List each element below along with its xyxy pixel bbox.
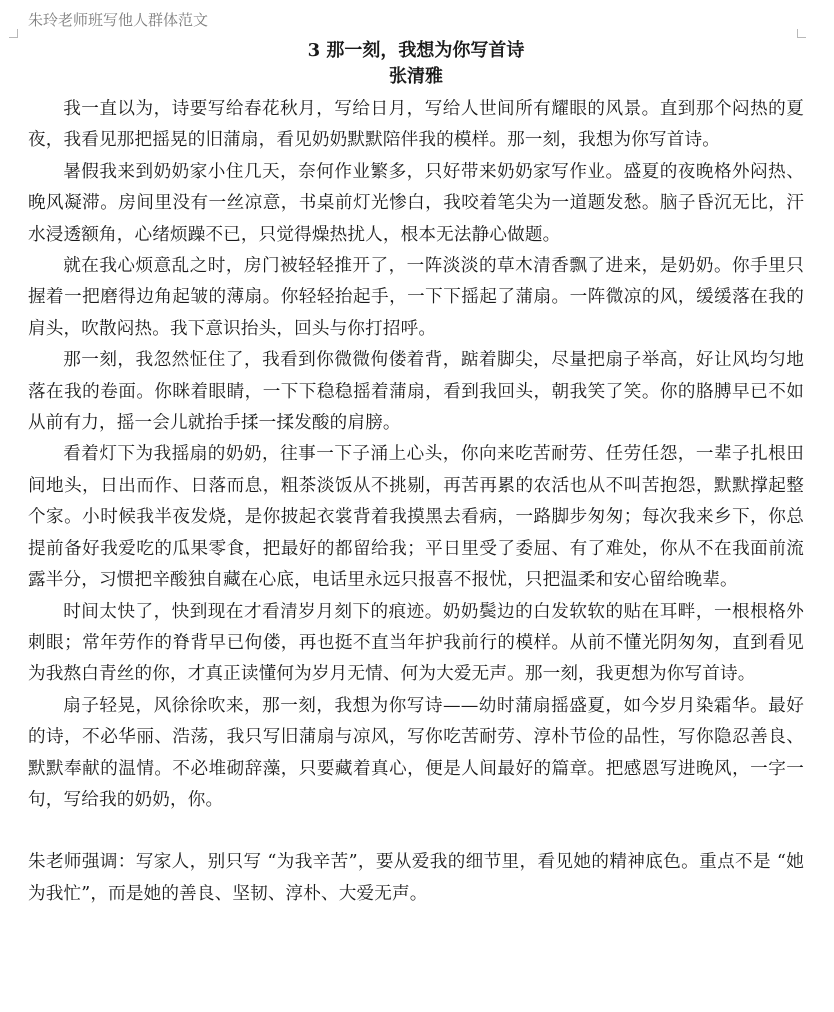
article-paragraph-3: 就在我心烦意乱之时，房门被轻轻推开了，一阵淡淡的草木清香飘了进来，是奶奶。你手里只握着一把磨得边角起皱的薄扇。你轻轻抬起手，一下下摇起了蒲扇。一阵微凉的风，缓缓落在我的肩头，吹散闷热。我下意识抬头，回头与你打招呼。	[28, 256, 804, 339]
article-title: 3 那一刻，我想为你写首诗	[307, 40, 525, 61]
article-paragraph-2: 暑假我来到奶奶家小住几天，奈何作业繁多，只好带来奶奶家写作业。盛夏的夜晚格外闷热、晚风凝滞。房间里没有一丝凉意，书桌前灯光惨白，我咬着笔尖为一道题发愁。脑子昏沉无比，汗水浸透额角，心绪烦躁不已，只觉得燥热扰人，根本无法静心做题。	[28, 161, 804, 245]
page-corner-mark-left	[9, 29, 18, 38]
article-paragraph-1: 我一直以为，诗要写给春花秋月，写给日月，写给人世间所有耀眼的风景。直到那个闷热的夏夜，我看见那把摇晃的旧蒲扇，看见奶奶默默陪伴我的模样。那一刻，我想为你写首诗。	[28, 99, 804, 151]
article-paragraph-6: 时间太快了，快到现在才看清岁月刻下的痕迹。奶奶鬓边的白发软软的贴在耳畔，一根根格外刺眼；常年劳作的脊背早已佝偻，再也挺不直当年护我前行的模样。从前不懂光阴匆匆，直到看见为我熬白青丝的你，才真正读懂何为岁月无情、何为大爱无声。那一刻，我更想为你写首诗。	[28, 601, 804, 685]
page-corner-mark-right	[797, 29, 806, 38]
document-page	[28, 38, 804, 910]
document-header: 朱玲老师班写他人群体范文	[28, 11, 209, 29]
article-author: 张清雅	[389, 66, 443, 87]
article-paragraph-7: 扇子轻晃，风徐徐吹来，那一刻，我想为你写诗——幼时蒲扇摇盛夏，如今岁月染霜华。最好的诗，不必华丽、浩荡，我只写旧蒲扇与凉风，写你吃苦耐劳、淳朴节俭的品性，写你隐忍善良、默默奉献的温情。不必堆砌辞藻，只要藏着真心，便是人间最好的篇章。把感恩写进晚风，一字一句，写给我的奶奶，你。	[28, 695, 804, 810]
article-paragraph-5: 看着灯下为我摇扇的奶奶，往事一下子涌上心头，你向来吃苦耐劳、任劳任怨，一辈子扎根田间地头，日出而作、日落而息，粗茶淡饭从不挑剔，再苦再累的农活也从不叫苦抱怨，默默撑起整个家。小时候我半夜发烧，是你披起衣裳背着我摸黑去看病，一路脚步匆匆；每次我来乡下，你总提前备好我爱吃的瓜果零食，把最好的都留给我；平日里受了委屈、有了难处，你从不在我面前流露半分，习惯把辛酸独自藏在心底，电话里永远只报喜不报忧，只把温柔和安心留给晚辈。	[28, 444, 804, 591]
teacher-note: 朱老师强调：写家人，别只写 “为我辛苦”，要从爱我的细节里，看见她的精神底色。重点不是 “她为我忙”，而是她的善良、坚韧、淳朴、大爱无声。	[28, 852, 804, 904]
blank-line	[28, 816, 804, 847]
article-paragraph-4: 那一刻，我忽然怔住了，我看到你微微佝偻着背，踮着脚尖，尽量把扇子举高，好让风均匀地落在我的卷面。你眯着眼睛，一下下稳稳摇着蒲扇，看到我回头，朝我笑了笑。你的胳膊早已不如从前有力，摇一会儿就抬手揉一揉发酸的肩膀。	[28, 350, 804, 434]
